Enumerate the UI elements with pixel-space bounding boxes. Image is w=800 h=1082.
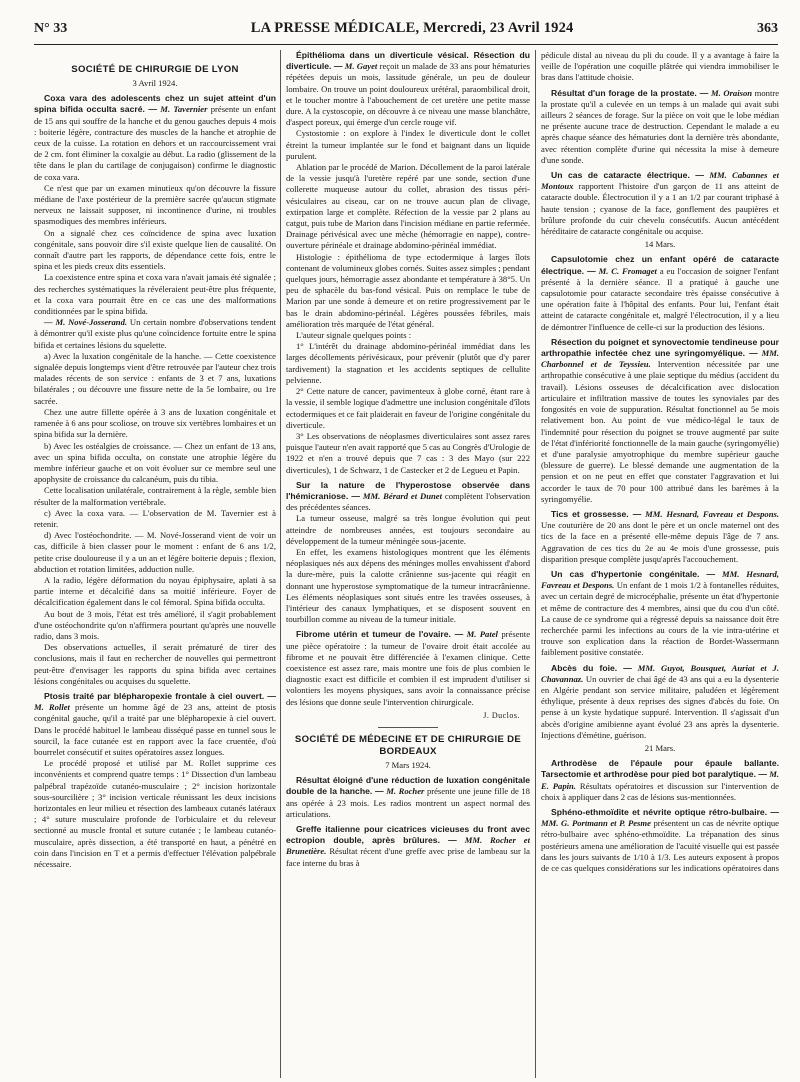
article-author: MM. Cabannes et Montoux (541, 170, 779, 192)
article-text: montre la prostate qu'il a culevée en un temps à un malade qui avait subi ailleurs 2 séances de forage. Sur la pièce on voit que le lobe médian ne présente aucune trace de destruction. Cependant le malade a eu après chaque séance des hématuries dont la dernière très abondante, avec rétention complète d'urine qui nécessita la mise à demeure d'une sonde. (541, 87, 779, 165)
session-date: 7 Mars 1924. (385, 759, 431, 770)
article-title: Résection du poignet et synovectomie tendineuse pour arthropathie infectée chez une syringomyélique. — (541, 336, 779, 359)
article (286, 629, 530, 707)
article-text: Un ouvrier de chai âgé de 43 ans qui a eu la dysenterie en Algérie pendant son service militaire, paludéen et légèrement éthylique, présente à deux reprises des signes d'abcès du foie. On pense à un kyste hydatique suppuré. Intervention. Il s'agissait d'un abcès d'origine amibienne ayant évolué 23 ans après la dysenterie. Injections d'émétine, guérison. (541, 673, 779, 740)
article-author: M. Gayet (344, 61, 378, 72)
article-author: M. Oraison (710, 87, 753, 98)
article-text: Un certain nombre d'observations tendent à démontrer qu'il existe plus qu'une coïncidence fortuite entre le spina bifida et certaines lésions du squelette. (34, 317, 276, 350)
paragraph: Ablation par le procédé de Marion. Décollement de la paroi latérale de la vessie jusqu'à l'uretère repéré par une sonde, section d'une collerette muqueuse autour du collet, abrasion des tissus péri-vésiculaires au ciseau, car on ne trouve aucun plan de clivage, extirpation large et complète. Réfection de la vessie par 2 plans au catgut, puis tube de Marion dans l'incision médiane en partie refermée. Drainage périvésical avec une mèche (hémorragie en nappe), contre-ouverture périnéale et drainage abdomino-périnéal immédiat. (286, 162, 530, 251)
paragraph: d) Avec l'ostéochondrite. — M. Nové-Josserand vient de voir un cas, difficile à bien classer pour le moment : enfant de 6 ans 1/2, petite crise douloureuse il y a un an et légère boiterie depuis ; flexion, abduction et rotation limitées, adduction nulle. (34, 530, 276, 574)
paragraph: Cystostomie : on explore à l'index le diverticule dont le collet étreint la tumeur implantée sur le fond et baignant dans un liquide purulent. (286, 128, 530, 161)
article-author: MM. Hesnard, Favreau et Despons. (541, 568, 779, 591)
article-author: MM. Guyot, Bousquet, Auriat et J. Chavannaz. (541, 662, 779, 684)
article-author: M. Tavernier (160, 104, 208, 115)
issue-number: N° 33 (34, 21, 68, 36)
section-heading: SOCIÉTÉ DE MÉDECINE ET DE CHIRURGIE DE BORDEAUX (294, 733, 522, 757)
article (286, 824, 530, 869)
article-author: MM. Rocher et Brunetière. (286, 835, 530, 857)
article-text: présente un homme âgé de 23 ans, atteint de ptosis congénital gauche, qu'il a traité par une blépharopexie à ciel ouvert. Dans le procédé habituel le lambeau disséqué passe en tunnel sous le sourcil, la face cutanée est en rapport avec la face cruentée, d'où bourrelet consécutif et suites opératoires assez longues. (34, 702, 276, 757)
paragraph: La coexistence entre spina et coxa vara n'avait jamais été signalée ; des recherches systématiques la révéleraient peut-être plus fréquente, et la coxa vara pourrait être en ce cas une des malformations conditionnées par le spina bifida. (34, 272, 276, 317)
article-text: Résultat récent d'une greffe avec prise de lambeau sur la face interne du bras à (286, 846, 530, 868)
article-author: M. E. Papin. (541, 769, 779, 791)
paragraph: Histologie : épithélioma de type ectodermique à larges îlots contenant de volumineux globes cornés. Suites assez simples ; pendant quelques jours, hémorragie assez abondante et température à 38°5. Un peu de sphacèle du bas-fond vésical. Puis on remplace le tube de Marion par une sonde à demeure et on retire progressivement par le bas le drain abdomino-périnéal. Légères poussées fébriles, mais amélioration très marquée de l'état général. (286, 251, 530, 329)
article-title: Greffe italienne pour cicatrices vicieuses du front avec ectropion double, après brûlures. — (286, 824, 530, 846)
article-author: MM. G. Portmann et P. Pesme (541, 818, 651, 829)
column-1 (34, 50, 276, 1078)
page-number: 363 (757, 21, 778, 36)
paragraph: En effet, les examens histologiques montrent que les éléments néoplasiques nés aux dépens des méninges molles envahissent d'abord la dure-mère, puis la calotte crânienne sus-jacente qui réagit en donnant une hyperostose symptomatique de la tumeur intracrânienne. Les éléments néoplasiques sont situés entre les travées osseuses, à l'intérieur des canaux lymphatiques, et se disposent souvent en tourbillon comme au niveau de la tumeur initiale. (286, 546, 530, 625)
article-text: Résultats opératoires et discussion sur l'intervention de choix à appliquer dans 2 cas de lésions sus-mentionnées. (541, 780, 779, 802)
article-text: présente une pièce opératoire : la tumeur de l'ovaire droit était accolée au fibrome et ne pouvait être différenciée à l'examen clinique. Cette coexistence est assez rare, mais montre une fois de plus combien le diagnostic exact est difficile et combien il est imprudent d'utiliser si volontiers les moyens physiques, sans avoir la connaissance précise des lésions que donne seule l'intervention chirurgicale. (286, 629, 530, 707)
article-title: Sur la nature de l'hyperostose observée dans l'hémicraniose. — (286, 479, 530, 501)
article (541, 663, 779, 741)
article (541, 170, 779, 237)
session-date: 3 Avril 1924. (132, 78, 178, 88)
article (541, 337, 779, 505)
article (286, 50, 530, 128)
section-heading: SOCIÉTÉ DE CHIRURGIE DE LYON (71, 64, 239, 75)
article-text: complètent l'observation des précédentes séances. (286, 490, 530, 513)
article-title: Capsulotomie chez un enfant opéré de cataracte électrique. — (541, 254, 779, 276)
article (541, 569, 779, 659)
article-title: Coxa vara des adolescents chez un sujet atteint d'un spina bifida occulta sacré. — (34, 93, 276, 115)
column-2 (286, 50, 530, 1078)
paragraph: Chez une autre fillette opérée à 3 ans de luxation congénitale et ramenée à 6 ans pour scoliose, on trouve six vertèbres lombaires et un spina bifida sur la dernière. (34, 406, 276, 440)
article (541, 88, 779, 166)
paragraph: 3° Les observations de néoplasmes diverticulaires sont assez rares puisque l'auteur n'en avait rapporté que 5 cas au Congrès d'Urologie de 1922 et n'en a trouvé depuis que 7 cas : 3 des Mayo (sur 222 diverticules), 1 de Schwarz, 1 de Castecker et 2 de Legueu et Papin. (286, 430, 530, 475)
column-divider (280, 50, 281, 1078)
article-author: M. Rollet (34, 702, 70, 713)
article-author: MM. Bérard et Dunet (362, 490, 442, 501)
paragraph: On a signalé chez ces coïncidence de spina avec luxation congénitale, sans pouvoir dire s'il existe quelque lien de causalité. On connaît d'autre part les rapports, de dépendance cette fois, entre le spina et les pieds creux dits essentiels. (34, 227, 276, 272)
paragraph: Cette localisation unilatérale, contrairement à la règle, semble bien résulter de la malformation vertébrale. (34, 485, 276, 507)
article-author: M. Rocher (386, 786, 425, 797)
running-header (34, 20, 778, 40)
article (34, 93, 276, 183)
paragraph: a) Avec la luxation congénitale de la hanche. — Cette coexistence signalée depuis longtemps vient d'être retrouvée par l'auteur chez trois malades récents de son service : enfants de 3 et 7 ans, luxations bilatérales ; ou découvre une fissure nette de la 5e lombaire, ou 1re sacrée. (34, 350, 276, 406)
article-title: Abcès du foie. — (551, 662, 632, 673)
article-author: — M. Nové-Josserand. (44, 317, 128, 328)
article-author: M. C. Fromaget (598, 265, 657, 276)
article (541, 807, 779, 874)
paragraph: 1° L'intérêt du drainage abdomino-périnéal immédiat dans les larges décollements périvésicaux, pour prévenir (plutôt que d'y parer tardivement) la stagnation et les accidents septiques de cellulite pelvienne. (286, 341, 530, 385)
article-title: Résultat éloigné d'une réduction de luxation congénitale double de la hanche. — (286, 775, 530, 797)
paragraph: Le procédé proposé et utilisé par M. Rollet supprime ces inconvénients et comprend quatre temps : 1° Dissection d'un lambeau palpébral trapézoïde cutanéo-musculaire ; 2° incision horizontale sous-sourcilière ; 3° incision verticale réunissant les deux incisions horizontales en leur milieu et résection des lambeaux cutanés latéraux ; 4° suture musculaire profonde de l'orbiculaire et du releveur sectionné au muscle frontal et suture cutanée ; le lambeau cutanéo-musculaire, après dissection, a été transporté en haut, a pénétré en coin dans l'incision en T et a permis d'effectuer l'élévation palpébrale nécessaire. (34, 758, 276, 870)
article-title: Tics et grossesse. — (551, 508, 642, 519)
signature: J. Duclos. (483, 710, 520, 720)
article (34, 691, 276, 758)
article-text: présente un enfant de 15 ans qui souffre de la hanche et du genou gauches depuis 4 mois : boiterie légère, contracture des muscles de la hanche et atrophie de ceux de la cuisse. La rotation en dehors et un raccourcissement vrai de 2 cm. font éliminer la coxalgie au début. La radio (glissement de la tête dans le plan du cartilage de conjugaison) confirme le diagnostic de coxa vara. (34, 104, 276, 182)
article-text: reçoit un malade de 33 ans pour hématuries répétées depuis un mois, lassitude générale, un peu de douleur lombaire. On trouve un point douloureux urétéral, paraombilical droit, et le toucher montre à l'abouchement de cet uretère une petite masse dure. A la cystoscopie, on découvre à ce niveau une masse blanchâtre, d'aspect poreux, qui émerge d'un cercle rouge vif. (286, 61, 530, 128)
column-3 (541, 50, 779, 1078)
article-text: présente une jeune fille de 18 ans opérée à 23 mois. Les radios montrent un aspect normal des articulations. (286, 786, 530, 819)
paragraph: pédicule distal au niveau du pli du coude. Il y a avantage à faire la veille de l'opération une coquille plâtrée qui viendra immobiliser le bras dans l'attitude choisie. (541, 50, 779, 83)
article (541, 254, 779, 332)
paragraph: La tumeur osseuse, malgré sa très longue évolution qui peut atteindre de nombreuses années, est toujours secondaire au développement de la tumeur méningée sous-jacente. (286, 513, 530, 546)
article-author: M. Patel (466, 629, 498, 640)
article-title: Un cas de cataracte électrique. — (551, 170, 705, 181)
paragraph: Au bout de 3 mois, l'état est très amélioré, il s'agit probablement d'une ostéochondrite qu'on n'affirmera pourtant qu'après une nouvelle radio, dans 3 mois. (34, 608, 276, 641)
article-text: Un enfant de 1 mois 1/2 à fontanelles réduites, avec un certain degré de microcéphalie, présente un état d'hypertonie et même de contracture des 4 membres, ainsi que du cou d'un côté. La cause de ce syndrome qui a régressé depuis sa naissance doit être recherchée parmi les infections au cours de la vie intra-utérine et trouve son explication dans la réaction de Bordet-Wassermann faiblement positive constatée. (541, 580, 779, 658)
article-author: MM. Charbonnel et de Teyssieu. (541, 348, 779, 370)
article-title: Arthrodèse de l'épaule pour épaule ballante. Tarsectomie et arthrodèse pour pied bot paralytique. — (541, 758, 779, 780)
paragraph: b) Avec les ostéalgies de croissance. — Chez un enfant de 13 ans, avec un spina bifida occulta, on constate une atrophie légère du membre inférieur gauche et on voit évoluer sur ce membre seul une apophysite de croissance du calcanéum, puis du tibia. (34, 440, 276, 485)
journal-title: LA PRESSE MÉDICALE, Mercredi, 23 Avril 1924 (250, 20, 574, 36)
article-text: Intervention nécessitée par une arthropathie consécutive à une plaie septique du médius (accident du travail). Lésions osseuses de décalcification avec dislocation articulaire et infiltration massive de toutes les synoviales par des fongosités en voie de suppuration. Résultat fonctionnel au 5e mois relativement bon. Au point de vue médico-légal le taux de l'indemnité pour résection du poignet se trouve augmenté par suite de l'état d'infériorité fonctionnelle de la main gauche (syringomyélie) et d'une paralysie amyotrophique du membre supérieur gauche (blessure de guerre). Le blessé demande une augmentation de la pension et on ne peut en effet que constater l'aggravation et lui accorder le taux de 70 pour 100 attribué dans les barèmes à la syringomyélie. (541, 359, 779, 504)
article-text: Une couturière de 20 ans dont le père et un oncle maternel ont des tics de la face en a présenté elle-même depuis l'âge de 7 ans. Aggravation de ces tics du 2e au 4e mois d'une grossesse, puis disparition presque complète jusqu'après l'accouchement. (541, 520, 779, 564)
column-divider (535, 50, 536, 1078)
article (541, 758, 779, 803)
article-author: MM. Hesnard, Favreau et Despons. (645, 508, 779, 519)
paragraph: Des observations actuelles, il serait prématuré de tirer des conclusions, mais il faut en rechercher de nouvelles qui permettront peut-être d'envisager les rapports du spina bifida avec certaines lésions congénitales ou acquises du squelette. (34, 642, 276, 686)
paragraph: A la radio, légère déformation du noyau épiphysaire, aplati à sa partie interne et décalcifié dans sa moitié inférieure. Foyer de décalcification également dans le col fémoral. Spina bifida occulta. (34, 574, 276, 608)
article-title: Fibrome utérin et tumeur de l'ovaire. — (296, 629, 464, 640)
paragraph: L'auteur signale quelques points : (296, 330, 412, 341)
article-title: Un cas d'hypertonie congénitale. — (551, 568, 716, 579)
paragraph: c) Avec la coxa vara. — L'observation de M. Tavernier est à retenir. (34, 507, 276, 529)
article (286, 775, 530, 820)
article-text: présentent un cas de névrite optique rétro-bulbaire avec sphéno-ethmoïdite. La trépanation des sinus postérieurs amena une amélioration de l'acuité visuelle qui est passée dans les jours suivants de 1/10 à 1/3. Les auteurs exposent à propos de ce cas quelques considérations sur les indications opératoires dans (541, 818, 779, 874)
article-title: Épithélioma dans un diverticule vésical. Résection du diverticule. — (286, 50, 530, 72)
session-date: 21 Mars. (644, 742, 676, 753)
article (541, 509, 779, 565)
article-text: rapportent l'histoire d'un garçon de 11 ans atteint de cataracte double. Électrocution il y a 1 an 1/2 par courant triphasé à haute tension ; cyanose de la face, gonflement des paupières et brûlure profonde du cuir chevelu consécutifs. Aucun antécédent héréditaire de cataracte congénitale ou acquise. (541, 181, 779, 237)
paragraph: 2° Cette nature de cancer, pavimenteux à globe corné, étant rare à la vessie, il semble logique d'admettre une inclusion congénitale d'îlots ectodermiques et ce fait plaiderait en faveur de l'origine congénitale du diverticule. (286, 386, 530, 430)
article (34, 317, 276, 351)
header-rule (34, 44, 778, 45)
article-title: Résultat d'un forage de la prostate. — (551, 87, 709, 98)
paragraph: Ce n'est que par un examen minutieux qu'on découvre la fissure médiane de l'axe postérieur de la première sacrée qu'aucun stigmate nerveux ne laissait supposer, ni incontinence d'urine, ni troubles spasmodiques des membres inférieurs. (34, 182, 276, 227)
article-title: Ptosis traité par blépharopexie frontale à ciel ouvert. — (44, 690, 276, 701)
article-text: a eu l'occasion de soigner l'enfant présenté à la dernière séance. Il a pratiqué à gauche une capsulotomie pour cataracte secondaire très épaisse consécutive à une opération faite à l'hôpital des enfants. Pour lui, l'enfant était atteint de cataracte congénitale et, malgré l'électrocution, il y a lieu de démontrer l'influence de celle-ci sur la production des lésions. (541, 265, 779, 332)
article (286, 480, 530, 514)
session-date: 14 Mars. (644, 239, 676, 250)
article-title: Sphéno-ethmoïdite et névrite optique rétro-bulbaire. — (551, 807, 779, 817)
separator-rule (378, 727, 438, 728)
